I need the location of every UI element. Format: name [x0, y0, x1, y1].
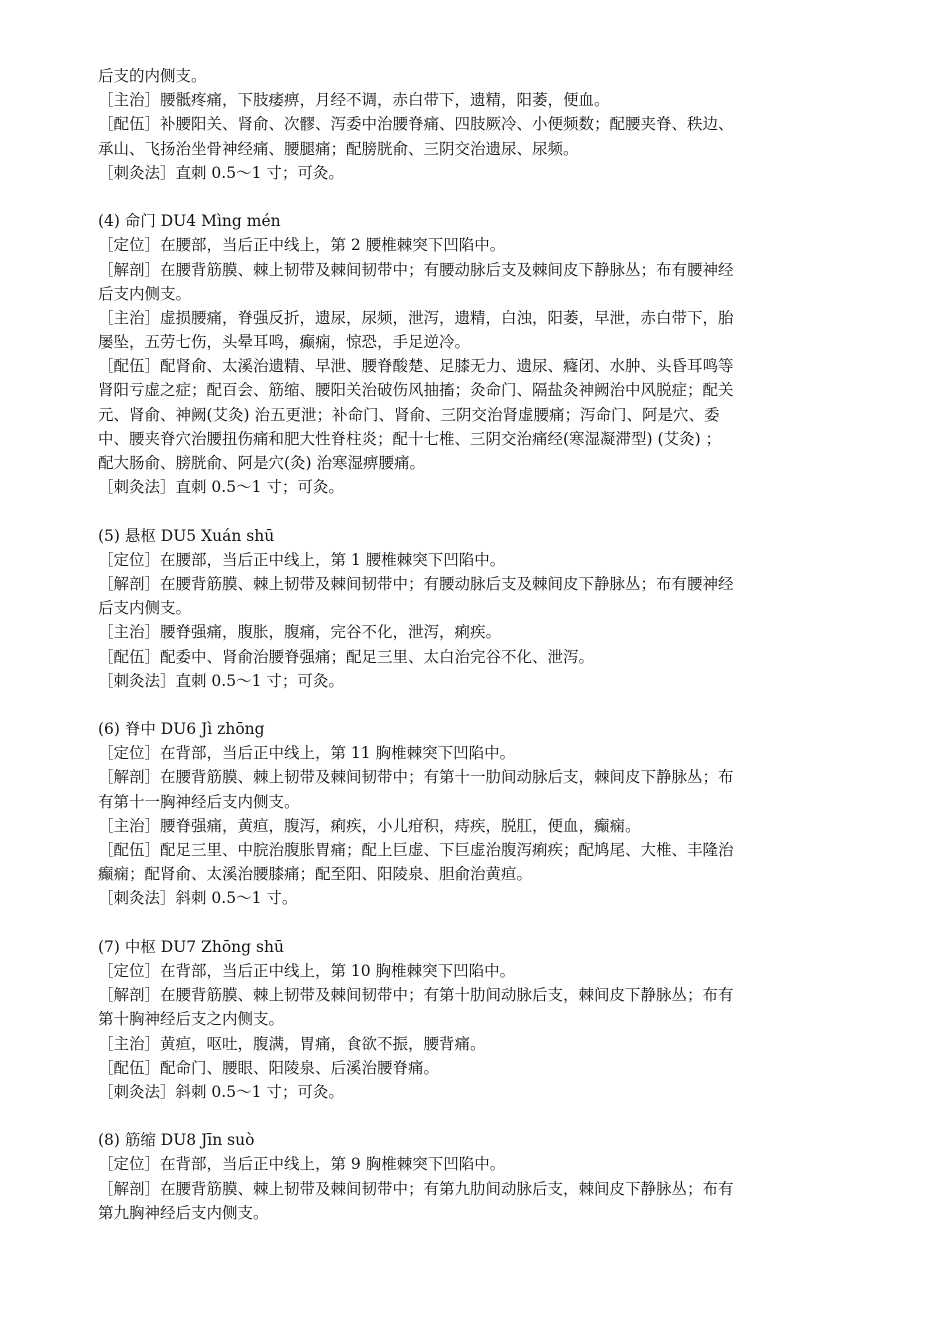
section-heading: (8) 筋缩 DU8 Jīn suò — [98, 1131, 255, 1150]
text-line: 中、腰夹脊穴治腰扭伤痛和肥大性脊柱炎；配十七椎、三阴交治痛经(寒湿凝滞型) (艾灸) ； — [98, 429, 722, 448]
text-line: ［主治］腰脊强痛，黄疸，腹泻，痢疾，小儿疳积，痔疾，脱肛，便血，癫痫。 — [98, 816, 641, 835]
section-zhongshu — [98, 935, 890, 1104]
section-mingmen — [98, 209, 890, 499]
text-line: 后支的内侧支。 — [98, 67, 207, 85]
text-line: ［配伍］配足三里、中脘治腹胀胃痛；配上巨虚、下巨虚治腹泻痢疾；配鸠尾、大椎、丰隆治 — [98, 841, 734, 859]
text-line: ［解剖］在腰背筋膜、棘上韧带及棘间韧带中；有腰动脉后支及棘间皮下静脉丛；布有腰神经 — [98, 260, 734, 279]
text-line: 癫痫；配肾俞、太溪治腰膝痛；配至阳、阳陵泉、胆俞治黄疸。 — [98, 865, 533, 884]
text-line: ［主治］腰脊强痛，腹胀，腹痛，完谷不化，泄泻，痢疾。 — [98, 623, 502, 642]
text-line: ［定位］在背部，当后正中线上，第 11 胸椎棘突下凹陷中。 — [98, 744, 516, 763]
text-line: 肾阳亏虚之症；配百会、筋缩、腰阳关治破伤风抽搐；灸命门、隔盐灸神阙治中风脱症；配关 — [98, 381, 734, 400]
text-line: ［刺灸法］斜刺 0.5～1 寸。 — [98, 889, 298, 908]
text-line: ［解剖］在腰背筋膜、棘上韧带及棘间韧带中；有第十一肋间动脉后支，棘间皮下静脉丛；布 — [98, 768, 734, 787]
section-gap — [98, 185, 890, 209]
text-line: 后支内侧支。 — [98, 284, 192, 303]
section-jizhong — [98, 717, 890, 911]
text-line: ［主治］黄疸，呕吐，腹满，胃痛，食欲不振，腰背痛。 — [98, 1034, 486, 1053]
text-line: 有第十一胸神经后支内侧支。 — [98, 792, 300, 811]
text-line: 屡坠，五劳七伤，头晕耳鸣，癫痫，惊恐，手足逆冷。 — [98, 333, 471, 352]
section-gap — [98, 911, 890, 935]
text-line: ［刺灸法］斜刺 0.5～1 寸；可灸。 — [98, 1082, 344, 1101]
text-line: 元、肾俞、神阙(艾灸) 治五更泄；补命门、肾俞、三阴交治肾虚腰痛；泻命门、阿是穴、委 — [98, 405, 720, 424]
text-line: ［解剖］在腰背筋膜、棘上韧带及棘间韧带中；有第九肋间动脉后支，棘间皮下静脉丛；布有 — [98, 1179, 734, 1198]
text-line: ［刺灸法］直刺 0.5～1 寸；可灸。 — [98, 671, 344, 690]
text-line: ［刺灸法］直刺 0.5～1 寸；可灸。 — [98, 478, 344, 497]
section-gap — [98, 693, 890, 717]
text-line: ［配伍］配委中、肾俞治腰脊强痛；配足三里、太白治完谷不化、泄泻。 — [98, 647, 595, 666]
section-heading: (7) 中枢 DU7 Zhōng shū — [98, 937, 284, 956]
text-line: ［主治］虚损腰痛，脊强反折，遗尿，尿频，泄泻，遗精，白浊，阳萎，早泄，赤白带下，胎 — [98, 308, 734, 327]
section-heading: (4) 命门 DU4 Mìng mén — [98, 212, 281, 231]
text-line: ［配伍］配肾俞、太溪治遗精、早泄、腰脊酸楚、足膝无力、遗尿、癃闭、水肿、头昏耳鸣等 — [98, 357, 734, 376]
text-line: 承山、飞扬治坐骨神经痛、腰腿痛；配膀胱俞、三阴交治遗尿、尿频。 — [98, 139, 579, 158]
text-line: ［定位］在腰部，当后正中线上，第 1 腰椎棘突下凹陷中。 — [98, 550, 506, 569]
text-line: ［主治］腰骶疼痛，下肢痿痹，月经不调，赤白带下，遗精，阳萎，便血。 — [98, 91, 610, 110]
text-line: 第九胸神经后支内侧支。 — [98, 1203, 269, 1222]
text-line: 配大肠俞、膀胱俞、阿是穴(灸) 治寒湿痹腰痛。 — [98, 454, 426, 472]
section-xuanshu — [98, 524, 890, 693]
text-line: ［定位］在腰部，当后正中线上，第 2 腰椎棘突下凹陷中。 — [98, 236, 506, 255]
text-line: ［定位］在背部，当后正中线上，第 9 胸椎棘突下凹陷中。 — [98, 1155, 506, 1174]
text-line: ［配伍］补腰阳关、肾俞、次髎、泻委中治腰脊痛、四肢厥冷、小便频数；配腰夹脊、秩边、 — [98, 115, 734, 134]
document-page — [98, 64, 890, 1225]
intro-block — [98, 64, 890, 185]
text-line: 第十胸神经后支之内侧支。 — [98, 1010, 285, 1029]
text-line: ［刺灸法］直刺 0.5～1 寸；可灸。 — [98, 163, 344, 182]
section-jinsuo — [98, 1128, 890, 1225]
section-heading: (5) 悬枢 DU5 Xuán shū — [98, 526, 275, 545]
section-heading: (6) 脊中 DU6 Jì zhōng — [98, 720, 265, 739]
text-line: ［配伍］配命门、腰眼、阳陵泉、后溪治腰脊痛。 — [98, 1058, 440, 1077]
text-line: ［解剖］在腰背筋膜、棘上韧带及棘间韧带中；有腰动脉后支及棘间皮下静脉丛；布有腰神经 — [98, 574, 734, 593]
text-line: ［定位］在背部，当后正中线上，第 10 胸椎棘突下凹陷中。 — [98, 961, 516, 980]
section-gap — [98, 1104, 890, 1128]
section-gap — [98, 499, 890, 523]
text-line: 后支内侧支。 — [98, 599, 192, 618]
text-line: ［解剖］在腰背筋膜、棘上韧带及棘间韧带中；有第十肋间动脉后支，棘间皮下静脉丛；布有 — [98, 986, 734, 1005]
